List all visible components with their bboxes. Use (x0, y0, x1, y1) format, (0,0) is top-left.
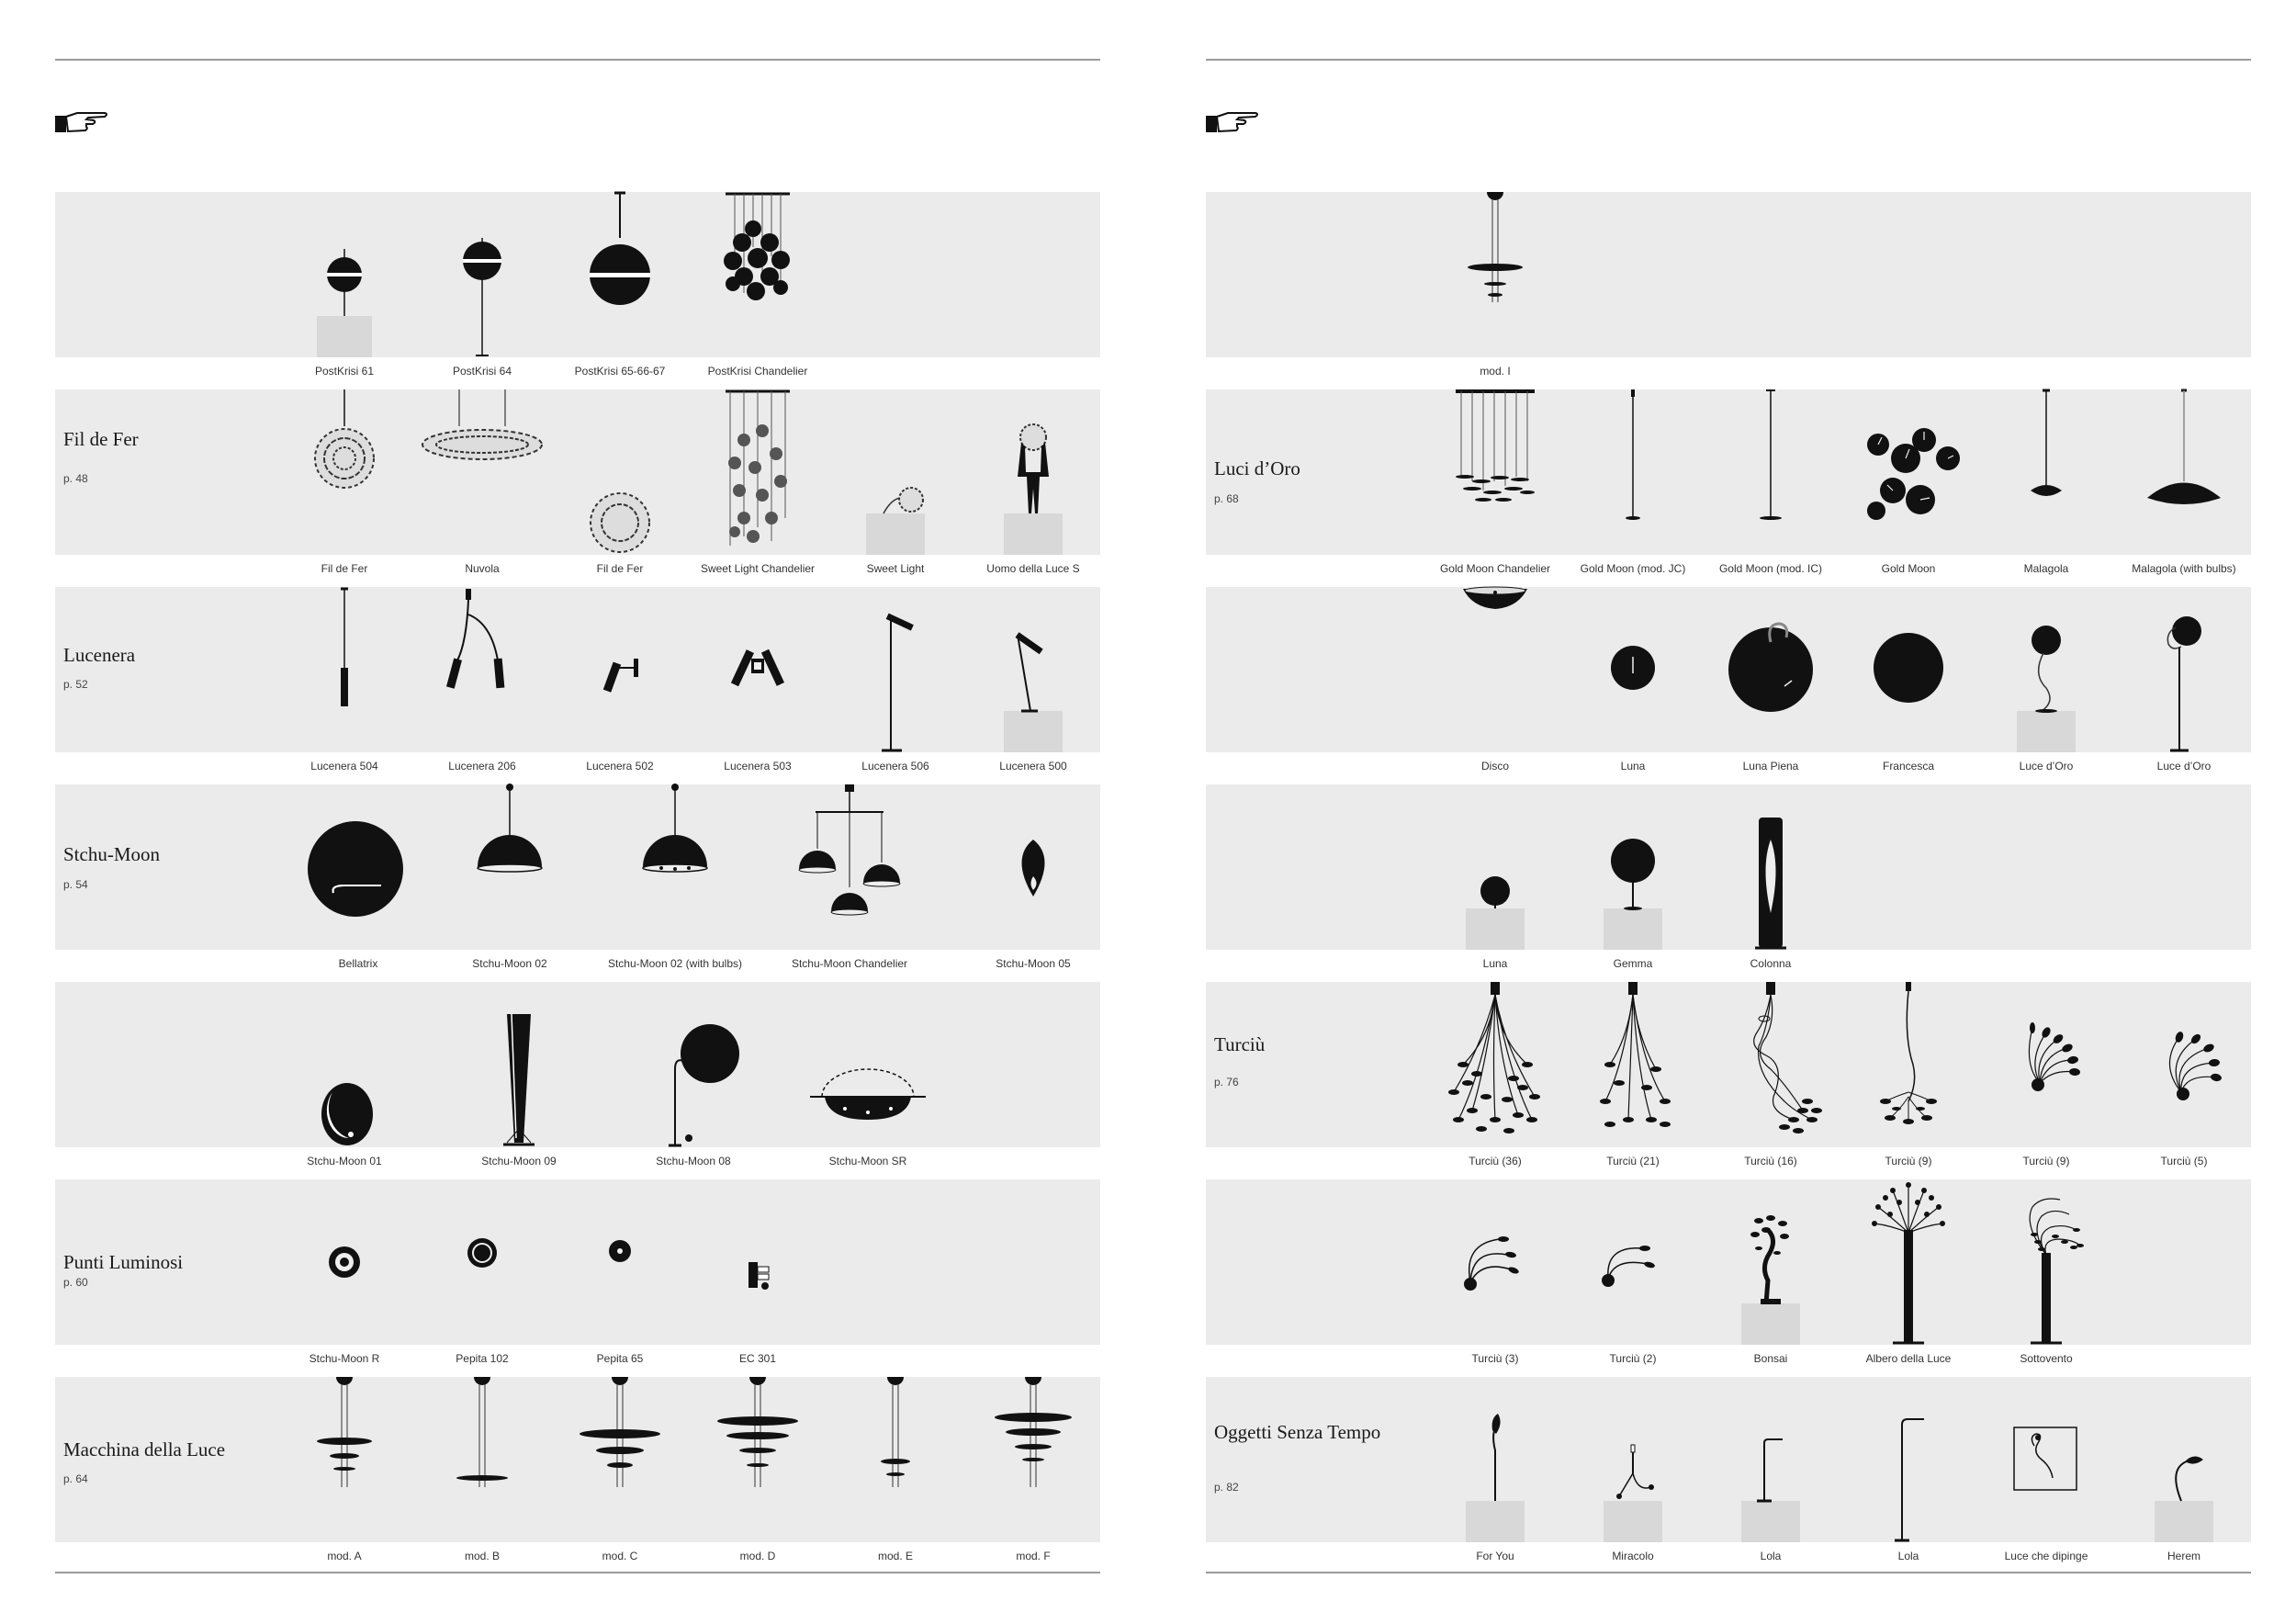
product-label: Luce d’Oro (2156, 760, 2212, 773)
series-page-ref: p. 68 (1214, 492, 1239, 505)
product-label: Pepita 102 (456, 1352, 509, 1365)
nuvola-icon (413, 389, 551, 555)
disco-icon (1426, 587, 1564, 752)
product-label: Stchu-Moon 02 (with bulbs) (607, 957, 743, 970)
luna-table-icon (1426, 784, 1564, 950)
product-item[interactable] (551, 1377, 689, 1562)
stchu-moon-05-icon (964, 784, 1102, 950)
product-item[interactable] (276, 389, 413, 575)
product-label: Bonsai (1753, 1352, 1788, 1365)
pointing-hand-icon (55, 108, 110, 136)
product-label: EC 301 (738, 1352, 777, 1365)
series-page-ref: p. 48 (63, 472, 88, 485)
turciu-3-icon (1426, 1179, 1564, 1345)
product-item[interactable] (1702, 1179, 1840, 1365)
product-label: Turciù (9) (1885, 1155, 1932, 1167)
stchu-moon-sr-icon (799, 982, 937, 1147)
product-item[interactable] (1977, 389, 2115, 575)
product-item[interactable] (964, 1377, 1102, 1562)
luce-doro-floor-icon (2115, 587, 2253, 752)
product-item[interactable] (1840, 1179, 1977, 1365)
right-page (1206, 0, 2251, 1624)
product-item[interactable] (413, 192, 551, 378)
for-you-icon (1426, 1377, 1564, 1542)
product-item[interactable] (551, 389, 689, 575)
product-label: PostKrisi Chandelier (707, 365, 808, 378)
lucenera-504-icon (276, 587, 413, 752)
product-item[interactable] (1564, 1179, 1702, 1365)
product-label: Francesca (1882, 760, 1935, 773)
stchu-moon-r-icon (276, 1179, 413, 1345)
ec-301-icon (689, 1179, 827, 1345)
product-label: Stchu-Moon 02 (472, 957, 547, 970)
macchina-mod-c-icon (551, 1377, 689, 1542)
product-label: Sottovento (2020, 1352, 2073, 1365)
product-item[interactable] (276, 192, 413, 378)
product-label: Fil de Fer (596, 562, 644, 575)
uomo-della-luce-icon (964, 389, 1102, 555)
product-item[interactable] (1426, 784, 1564, 970)
series-page-ref: p. 76 (1214, 1076, 1239, 1088)
product-item[interactable] (276, 982, 413, 1167)
macchina-mod-d-icon (689, 1377, 827, 1542)
stchu-moon-02-bulbs-icon (606, 784, 744, 950)
product-item[interactable] (289, 784, 427, 970)
product-label: Lucenera 206 (448, 760, 516, 773)
stchu-moon-02-icon (441, 784, 579, 950)
series-title: Fil de Fer (63, 428, 139, 450)
gold-moon-chandelier-icon (1426, 389, 1564, 555)
gold-moon-icon (1840, 389, 1977, 555)
product-label: Turciù (2) (1609, 1352, 1657, 1365)
catalog-row-stchu-moon (55, 784, 1100, 970)
stchu-moon-08-icon (625, 982, 762, 1147)
colonna-icon (1702, 784, 1840, 950)
fil-de-fer-icon (276, 389, 413, 555)
product-label: Lola (1897, 1550, 1919, 1562)
product-label: Miracolo (1612, 1550, 1654, 1562)
sottovento-icon (1977, 1179, 2115, 1345)
series-title: Punti Luminosi (63, 1251, 184, 1273)
series-page-ref: p. 54 (63, 878, 88, 891)
catalog-row-stchu-moon-2 (55, 982, 1100, 1167)
product-item[interactable] (1702, 389, 1840, 575)
product-item[interactable] (1840, 389, 1977, 575)
bellatrix-icon (289, 784, 427, 950)
product-label: Bellatrix (338, 957, 378, 970)
herem-icon (2115, 1377, 2253, 1542)
product-item[interactable] (1564, 1377, 1702, 1562)
sweet-light-chandelier-icon (689, 389, 827, 555)
catalog-row-macchina-della-luce (55, 1377, 1100, 1562)
product-label: Turciù (21) (1606, 1155, 1660, 1167)
postkrisi-61-icon (276, 192, 413, 357)
stchu-moon-chandelier-icon (781, 784, 918, 950)
gemma-icon (1564, 784, 1702, 950)
product-item[interactable] (551, 587, 689, 773)
product-label: mod. A (327, 1550, 362, 1562)
gold-moon-ic-icon (1702, 389, 1840, 555)
gold-moon-jc-icon (1564, 389, 1702, 555)
series-title: Stchu-Moon (63, 843, 160, 865)
lucenera-500-icon (964, 587, 1102, 752)
product-label: Stchu-Moon R (309, 1352, 380, 1365)
product-item[interactable] (2115, 389, 2253, 575)
product-item[interactable] (964, 784, 1102, 970)
product-label: Turciù (9) (2022, 1155, 2070, 1167)
product-label: Lucenera 504 (310, 760, 378, 773)
postkrisi-chandelier-icon (689, 192, 827, 357)
macchina-mod-a-icon (276, 1377, 413, 1542)
product-item[interactable] (551, 1179, 689, 1365)
product-item[interactable] (276, 587, 413, 773)
product-item[interactable] (1977, 1377, 2115, 1562)
product-label: Lucenera 500 (999, 760, 1067, 773)
product-item[interactable] (276, 1179, 413, 1365)
product-label: Turciù (36) (1469, 1155, 1522, 1167)
product-item[interactable] (1702, 982, 1840, 1167)
malagola-icon (1977, 389, 2115, 555)
product-label: Gold Moon (mod. IC) (1718, 562, 1823, 575)
turciu-9-hanging-icon (1840, 982, 1977, 1147)
series-title: Oggetti Senza Tempo (1214, 1421, 1381, 1443)
series-page-ref: p. 60 (63, 1276, 88, 1289)
macchina-mod-f-icon (964, 1377, 1102, 1542)
product-item[interactable] (606, 784, 744, 970)
product-label: For You (1476, 1550, 1514, 1562)
product-label: Stchu-Moon SR (828, 1155, 907, 1167)
product-label: Luna Piena (1742, 760, 1799, 773)
sweet-light-icon (827, 389, 964, 555)
lola-floor-icon (1840, 1377, 1977, 1542)
product-item[interactable] (1702, 1377, 1840, 1562)
product-label: Herem (2167, 1550, 2200, 1562)
francesca-icon (1840, 587, 1977, 752)
product-item[interactable] (1977, 1179, 2115, 1365)
product-label: Luna (1620, 760, 1646, 773)
product-label: Luna (1482, 957, 1508, 970)
product-label: Lucenera 506 (861, 760, 929, 773)
product-item[interactable] (441, 784, 579, 970)
product-item[interactable] (413, 1179, 551, 1365)
product-label: Malagola (with bulbs) (2132, 562, 2236, 575)
product-label: mod. D (739, 1550, 776, 1562)
turciu-5-icon (2115, 982, 2253, 1147)
product-item[interactable] (689, 1179, 827, 1365)
pepita-65-icon (551, 1179, 689, 1345)
product-label: Stchu-Moon 08 (656, 1155, 731, 1167)
product-item[interactable] (1426, 192, 1564, 378)
product-item[interactable] (450, 982, 588, 1167)
product-item[interactable] (1426, 587, 1564, 773)
product-item[interactable] (827, 389, 964, 575)
product-label: PostKrisi 61 (314, 365, 375, 378)
stchu-moon-09-icon (450, 982, 588, 1147)
product-label: Colonna (1750, 957, 1792, 970)
product-item[interactable] (964, 389, 1102, 575)
catalog-row-punti-luminosi (55, 1179, 1100, 1365)
product-item[interactable] (625, 982, 762, 1167)
product-label: Gold Moon (1881, 562, 1936, 575)
turciu-9-wall-icon (1977, 982, 2115, 1147)
product-label: mod. F (1016, 1550, 1051, 1562)
postkrisi-64-icon (413, 192, 551, 357)
catalog-row-luci-doro-3 (1206, 784, 2251, 970)
lucenera-502-icon (551, 587, 689, 752)
product-label: Luce che dipinge (2004, 1550, 2088, 1562)
top-rule (1206, 59, 2251, 61)
product-item[interactable] (1426, 1377, 1564, 1562)
product-label: PostKrisi 64 (452, 365, 512, 378)
product-item[interactable] (1840, 587, 1977, 773)
lola-table-icon (1702, 1377, 1840, 1542)
product-item[interactable] (1564, 587, 1702, 773)
albero-della-luce-icon (1840, 1179, 1977, 1345)
lucenera-506-icon (827, 587, 964, 752)
product-item[interactable] (1702, 784, 1840, 970)
product-label: mod. I (1480, 365, 1511, 378)
catalog-row-turciu-2 (1206, 1179, 2251, 1365)
catalog-row-luci-doro (1206, 389, 2251, 575)
product-item[interactable] (2115, 1377, 2253, 1562)
pointing-hand-icon (1206, 108, 1261, 136)
product-label: Gemma (1613, 957, 1653, 970)
product-item[interactable] (799, 982, 937, 1167)
malagola-bulbs-icon (2115, 389, 2253, 555)
lucenera-206-icon (413, 587, 551, 752)
product-item[interactable] (964, 587, 1102, 773)
product-label: Malagola (2023, 562, 2069, 575)
product-label: Lucenera 502 (586, 760, 654, 773)
series-page-ref: p. 64 (63, 1472, 88, 1485)
product-label: mod. B (464, 1550, 500, 1562)
product-item[interactable] (1840, 1377, 1977, 1562)
postkrisi-65-icon (551, 192, 689, 357)
product-label: Lola (1760, 1550, 1782, 1562)
product-item[interactable] (2115, 587, 2253, 773)
turciu-2-icon (1564, 1179, 1702, 1345)
product-item[interactable] (276, 1377, 413, 1562)
product-item[interactable] (1426, 1179, 1564, 1365)
product-label: Stchu-Moon Chandelier (791, 957, 908, 970)
product-label: Nuvola (465, 562, 500, 575)
series-title: Turciù (1214, 1033, 1266, 1055)
product-label: Gold Moon (mod. JC) (1580, 562, 1686, 575)
left-page (55, 0, 1100, 1624)
product-item[interactable] (413, 1377, 551, 1562)
product-label: Stchu-Moon 01 (307, 1155, 382, 1167)
luna-wall-icon (1564, 587, 1702, 752)
series-title: Luci d’Oro (1214, 457, 1300, 479)
product-label: Stchu-Moon 09 (481, 1155, 557, 1167)
product-item[interactable] (1564, 982, 1702, 1167)
catalog-row-postkrisi (55, 192, 1100, 378)
product-item[interactable] (827, 587, 964, 773)
macchina-mod-b-icon (413, 1377, 551, 1542)
stchu-moon-01-icon (276, 982, 413, 1147)
product-label: Albero della Luce (1865, 1352, 1952, 1365)
series-page-ref: p. 52 (63, 678, 88, 691)
catalog-row-macchina-mod-i (1206, 192, 2251, 378)
product-item[interactable] (413, 389, 551, 575)
product-label: Luce d’Oro (2019, 760, 2074, 773)
product-label: mod. E (877, 1550, 913, 1562)
bottom-rule (1206, 1572, 2251, 1573)
product-label: Disco (1480, 760, 1509, 773)
product-label: Sweet Light (866, 562, 925, 575)
product-item[interactable] (1702, 587, 1840, 773)
product-item[interactable] (689, 389, 827, 575)
product-item[interactable] (781, 784, 918, 970)
series-title: Macchina della Luce (63, 1438, 226, 1460)
product-item[interactable] (1564, 784, 1702, 970)
product-label: Turciù (16) (1744, 1155, 1797, 1167)
series-title: Lucenera (63, 644, 136, 666)
bonsai-icon (1702, 1179, 1840, 1345)
product-item[interactable] (1426, 389, 1564, 575)
product-item[interactable] (827, 1377, 964, 1562)
product-item[interactable] (689, 587, 827, 773)
series-page-ref: p. 82 (1214, 1481, 1239, 1494)
pepita-102-icon (413, 1179, 551, 1345)
product-item[interactable] (1564, 389, 1702, 575)
product-label: Fil de Fer (321, 562, 368, 575)
product-label: Stchu-Moon 05 (996, 957, 1071, 970)
miracolo-icon (1564, 1377, 1702, 1542)
product-label: Turciù (5) (2160, 1155, 2208, 1167)
product-label: mod. C (602, 1550, 638, 1562)
lucenera-503-icon (689, 587, 827, 752)
catalog-row-oggetti-senza-tempo (1206, 1377, 2251, 1562)
top-rule (55, 59, 1100, 61)
product-item[interactable] (1977, 587, 2115, 773)
product-item[interactable] (551, 192, 689, 378)
product-label: Turciù (3) (1471, 1352, 1519, 1365)
product-item[interactable] (1840, 982, 1977, 1167)
macchina-mod-i-icon (1426, 192, 1564, 357)
product-label: Gold Moon Chandelier (1439, 562, 1551, 575)
product-label: Pepita 65 (596, 1352, 644, 1365)
product-label: PostKrisi 65-66-67 (574, 365, 666, 378)
macchina-mod-e-icon (827, 1377, 964, 1542)
bottom-rule (55, 1572, 1100, 1573)
turciu-36-icon (1426, 982, 1564, 1147)
product-item[interactable] (689, 1377, 827, 1562)
luna-piena-icon (1702, 587, 1840, 752)
catalog-row-luci-doro-2 (1206, 587, 2251, 773)
product-label: Sweet Light Chandelier (700, 562, 816, 575)
luce-che-dipinge-icon (1977, 1377, 2115, 1542)
product-item[interactable] (1426, 982, 1564, 1167)
catalog-row-turciu (1206, 982, 2251, 1167)
product-item[interactable] (2115, 982, 2253, 1167)
luce-doro-table-icon (1977, 587, 2115, 752)
product-item[interactable] (1977, 982, 2115, 1167)
turciu-16-icon (1702, 982, 1840, 1147)
catalog-row-fil-de-fer (55, 389, 1100, 575)
product-label: Lucenera 503 (724, 760, 792, 773)
catalog-row-lucenera (55, 587, 1100, 773)
turciu-21-icon (1564, 982, 1702, 1147)
product-item[interactable] (689, 192, 827, 378)
fil-de-fer-floor-icon (551, 389, 689, 555)
product-label: Uomo della Luce S (986, 562, 1080, 575)
product-item[interactable] (413, 587, 551, 773)
